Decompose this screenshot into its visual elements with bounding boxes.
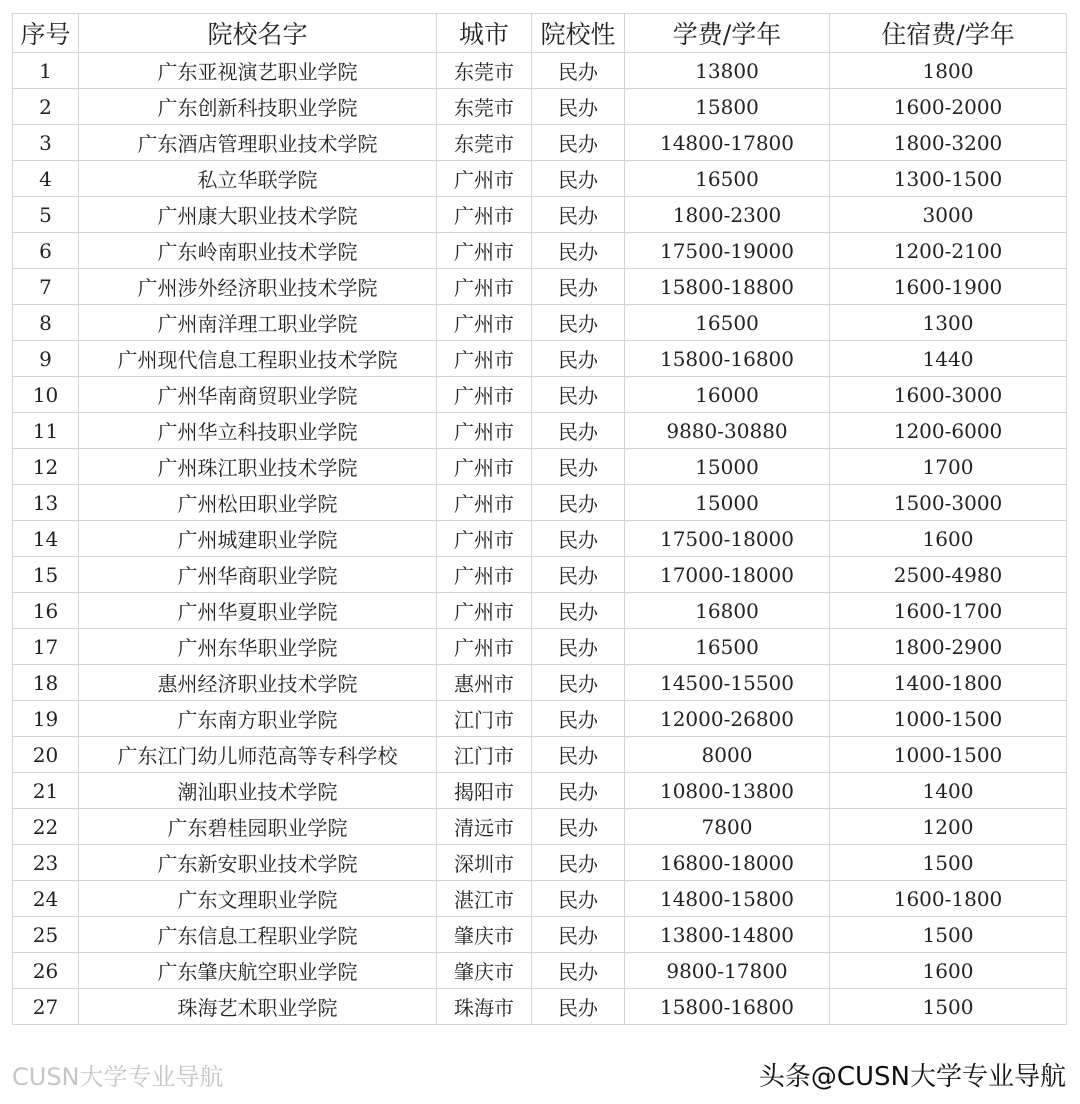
cell-index: 20 bbox=[13, 737, 79, 773]
cell-city: 广州市 bbox=[437, 485, 532, 521]
cell-tuition: 16000 bbox=[625, 377, 830, 413]
cell-index: 21 bbox=[13, 773, 79, 809]
cell-school-name: 广州松田职业学院 bbox=[79, 485, 437, 521]
table-row bbox=[13, 377, 1067, 413]
cell-city: 广州市 bbox=[437, 521, 532, 557]
cell-tuition: 15000 bbox=[625, 449, 830, 485]
cell-tuition: 15800-18800 bbox=[625, 269, 830, 305]
cell-tuition: 15000 bbox=[625, 485, 830, 521]
cell-school-name: 珠海艺术职业学院 bbox=[79, 989, 437, 1025]
cell-tuition: 13800-14800 bbox=[625, 917, 830, 953]
cell-housing-fee: 1600 bbox=[830, 953, 1067, 989]
cell-school-type: 民办 bbox=[532, 917, 625, 953]
cell-index: 23 bbox=[13, 845, 79, 881]
table-row bbox=[13, 773, 1067, 809]
cell-city: 江门市 bbox=[437, 737, 532, 773]
cell-index: 1 bbox=[13, 53, 79, 89]
cell-school-type: 民办 bbox=[532, 665, 625, 701]
cell-city: 肇庆市 bbox=[437, 953, 532, 989]
cell-housing-fee: 1600-2000 bbox=[830, 89, 1067, 125]
cell-index: 12 bbox=[13, 449, 79, 485]
header-school-type: 院校性 bbox=[532, 14, 625, 53]
source-credit: 头条@CUSN大学专业导航 bbox=[758, 1061, 1066, 1092]
cell-city: 广州市 bbox=[437, 269, 532, 305]
cell-city: 广州市 bbox=[437, 377, 532, 413]
cell-school-type: 民办 bbox=[532, 845, 625, 881]
cell-school-type: 民办 bbox=[532, 449, 625, 485]
cell-housing-fee: 2500-4980 bbox=[830, 557, 1067, 593]
cell-index: 10 bbox=[13, 377, 79, 413]
cell-school-name: 广州珠江职业技术学院 bbox=[79, 449, 437, 485]
cell-city: 广州市 bbox=[437, 305, 532, 341]
cell-school-name: 潮汕职业技术学院 bbox=[79, 773, 437, 809]
cell-school-name: 广东肇庆航空职业学院 bbox=[79, 953, 437, 989]
cell-city: 广州市 bbox=[437, 341, 532, 377]
cell-city: 清远市 bbox=[437, 809, 532, 845]
cell-tuition: 1800-2300 bbox=[625, 197, 830, 233]
cell-index: 8 bbox=[13, 305, 79, 341]
cell-school-type: 民办 bbox=[532, 737, 625, 773]
cell-city: 广州市 bbox=[437, 557, 532, 593]
table-row bbox=[13, 845, 1067, 881]
cell-school-name: 广州华夏职业学院 bbox=[79, 593, 437, 629]
cell-city: 广州市 bbox=[437, 197, 532, 233]
cell-school-name: 广州南洋理工职业学院 bbox=[79, 305, 437, 341]
cell-school-type: 民办 bbox=[532, 557, 625, 593]
watermark: CUSN大学专业导航 bbox=[12, 1062, 224, 1091]
cell-school-name: 广东南方职业学院 bbox=[79, 701, 437, 737]
cell-housing-fee: 1500 bbox=[830, 917, 1067, 953]
table-row bbox=[13, 701, 1067, 737]
table-row bbox=[13, 737, 1067, 773]
cell-index: 15 bbox=[13, 557, 79, 593]
cell-school-type: 民办 bbox=[532, 413, 625, 449]
cell-index: 19 bbox=[13, 701, 79, 737]
cell-tuition: 12000-26800 bbox=[625, 701, 830, 737]
cell-city: 东莞市 bbox=[437, 125, 532, 161]
table-row bbox=[13, 809, 1067, 845]
cell-city: 广州市 bbox=[437, 593, 532, 629]
header-housing-fee: 住宿费/学年 bbox=[830, 14, 1067, 53]
cell-housing-fee: 1200-2100 bbox=[830, 233, 1067, 269]
cell-school-type: 民办 bbox=[532, 89, 625, 125]
table-row bbox=[13, 593, 1067, 629]
header-school-name: 院校名字 bbox=[79, 14, 437, 53]
cell-housing-fee: 1500 bbox=[830, 845, 1067, 881]
table-row bbox=[13, 125, 1067, 161]
cell-school-name: 私立华联学院 bbox=[79, 161, 437, 197]
header-city: 城市 bbox=[437, 14, 532, 53]
cell-index: 27 bbox=[13, 989, 79, 1025]
cell-index: 9 bbox=[13, 341, 79, 377]
cell-school-name: 广州东华职业学院 bbox=[79, 629, 437, 665]
cell-city: 东莞市 bbox=[437, 89, 532, 125]
cell-index: 2 bbox=[13, 89, 79, 125]
cell-tuition: 16500 bbox=[625, 629, 830, 665]
cell-school-name: 广州城建职业学院 bbox=[79, 521, 437, 557]
cell-housing-fee: 1200-6000 bbox=[830, 413, 1067, 449]
cell-school-type: 民办 bbox=[532, 485, 625, 521]
cell-index: 26 bbox=[13, 953, 79, 989]
cell-tuition: 16800-18000 bbox=[625, 845, 830, 881]
cell-housing-fee: 1500-3000 bbox=[830, 485, 1067, 521]
cell-school-type: 民办 bbox=[532, 629, 625, 665]
cell-index: 24 bbox=[13, 881, 79, 917]
table-row bbox=[13, 305, 1067, 341]
table-row bbox=[13, 881, 1067, 917]
cell-school-type: 民办 bbox=[532, 521, 625, 557]
cell-index: 11 bbox=[13, 413, 79, 449]
cell-city: 深圳市 bbox=[437, 845, 532, 881]
cell-city: 肇庆市 bbox=[437, 917, 532, 953]
cell-school-type: 民办 bbox=[532, 953, 625, 989]
cell-school-name: 惠州经济职业技术学院 bbox=[79, 665, 437, 701]
cell-school-type: 民办 bbox=[532, 341, 625, 377]
table-row bbox=[13, 989, 1067, 1025]
cell-city: 惠州市 bbox=[437, 665, 532, 701]
cell-tuition: 16500 bbox=[625, 305, 830, 341]
cell-housing-fee: 1000-1500 bbox=[830, 701, 1067, 737]
table-row bbox=[13, 953, 1067, 989]
table-row bbox=[13, 233, 1067, 269]
cell-housing-fee: 1440 bbox=[830, 341, 1067, 377]
cell-tuition: 14800-15800 bbox=[625, 881, 830, 917]
cell-school-name: 广东文理职业学院 bbox=[79, 881, 437, 917]
table-row bbox=[13, 89, 1067, 125]
cell-tuition: 7800 bbox=[625, 809, 830, 845]
cell-school-name: 广东信息工程职业学院 bbox=[79, 917, 437, 953]
cell-tuition: 15800-16800 bbox=[625, 341, 830, 377]
cell-school-name: 广东岭南职业技术学院 bbox=[79, 233, 437, 269]
cell-school-name: 广东江门幼儿师范高等专科学校 bbox=[79, 737, 437, 773]
cell-school-name: 广东亚视演艺职业学院 bbox=[79, 53, 437, 89]
cell-city: 广州市 bbox=[437, 161, 532, 197]
cell-housing-fee: 1700 bbox=[830, 449, 1067, 485]
header-tuition: 学费/学年 bbox=[625, 14, 830, 53]
cell-school-type: 民办 bbox=[532, 377, 625, 413]
cell-city: 江门市 bbox=[437, 701, 532, 737]
cell-housing-fee: 3000 bbox=[830, 197, 1067, 233]
cell-tuition: 9880-30880 bbox=[625, 413, 830, 449]
cell-tuition: 16500 bbox=[625, 161, 830, 197]
cell-school-type: 民办 bbox=[532, 701, 625, 737]
cell-school-type: 民办 bbox=[532, 197, 625, 233]
cell-index: 22 bbox=[13, 809, 79, 845]
cell-index: 3 bbox=[13, 125, 79, 161]
cell-housing-fee: 1300-1500 bbox=[830, 161, 1067, 197]
table-row bbox=[13, 161, 1067, 197]
cell-school-name: 广州现代信息工程职业技术学院 bbox=[79, 341, 437, 377]
cell-city: 珠海市 bbox=[437, 989, 532, 1025]
cell-index: 4 bbox=[13, 161, 79, 197]
cell-index: 7 bbox=[13, 269, 79, 305]
cell-housing-fee: 1800 bbox=[830, 53, 1067, 89]
cell-tuition: 13800 bbox=[625, 53, 830, 89]
table-row bbox=[13, 269, 1067, 305]
table-row bbox=[13, 485, 1067, 521]
cell-housing-fee: 1400-1800 bbox=[830, 665, 1067, 701]
table-row bbox=[13, 341, 1067, 377]
cell-tuition: 9800-17800 bbox=[625, 953, 830, 989]
cell-school-name: 广东新安职业技术学院 bbox=[79, 845, 437, 881]
cell-school-name: 广州康大职业技术学院 bbox=[79, 197, 437, 233]
cell-school-name: 广州涉外经济职业技术学院 bbox=[79, 269, 437, 305]
cell-housing-fee: 1000-1500 bbox=[830, 737, 1067, 773]
cell-tuition: 15800-16800 bbox=[625, 989, 830, 1025]
cell-tuition: 16800 bbox=[625, 593, 830, 629]
cell-school-type: 民办 bbox=[532, 773, 625, 809]
cell-tuition: 14500-15500 bbox=[625, 665, 830, 701]
table-row bbox=[13, 521, 1067, 557]
cell-tuition: 17000-18000 bbox=[625, 557, 830, 593]
table-row bbox=[13, 53, 1067, 89]
cell-housing-fee: 1600-1700 bbox=[830, 593, 1067, 629]
cell-school-type: 民办 bbox=[532, 269, 625, 305]
cell-city: 广州市 bbox=[437, 449, 532, 485]
cell-index: 25 bbox=[13, 917, 79, 953]
cell-tuition: 17500-18000 bbox=[625, 521, 830, 557]
cell-school-type: 民办 bbox=[532, 233, 625, 269]
cell-housing-fee: 1200 bbox=[830, 809, 1067, 845]
cell-index: 6 bbox=[13, 233, 79, 269]
tuition-table bbox=[12, 13, 1067, 1025]
cell-tuition: 10800-13800 bbox=[625, 773, 830, 809]
cell-city: 广州市 bbox=[437, 629, 532, 665]
table-row bbox=[13, 629, 1067, 665]
cell-city: 揭阳市 bbox=[437, 773, 532, 809]
cell-school-type: 民办 bbox=[532, 125, 625, 161]
cell-index: 13 bbox=[13, 485, 79, 521]
table-row bbox=[13, 197, 1067, 233]
cell-school-type: 民办 bbox=[532, 989, 625, 1025]
cell-school-type: 民办 bbox=[532, 881, 625, 917]
cell-tuition: 14800-17800 bbox=[625, 125, 830, 161]
cell-school-name: 广州华立科技职业学院 bbox=[79, 413, 437, 449]
cell-city: 东莞市 bbox=[437, 53, 532, 89]
cell-housing-fee: 1600-1900 bbox=[830, 269, 1067, 305]
table-row bbox=[13, 917, 1067, 953]
footer bbox=[12, 1054, 1066, 1094]
cell-school-name: 广东创新科技职业学院 bbox=[79, 89, 437, 125]
cell-school-type: 民办 bbox=[532, 53, 625, 89]
cell-tuition: 17500-19000 bbox=[625, 233, 830, 269]
cell-school-type: 民办 bbox=[532, 593, 625, 629]
cell-index: 14 bbox=[13, 521, 79, 557]
cell-index: 16 bbox=[13, 593, 79, 629]
cell-school-name: 广东酒店管理职业技术学院 bbox=[79, 125, 437, 161]
cell-school-name: 广东碧桂园职业学院 bbox=[79, 809, 437, 845]
cell-housing-fee: 1400 bbox=[830, 773, 1067, 809]
cell-city: 广州市 bbox=[437, 413, 532, 449]
table-row bbox=[13, 665, 1067, 701]
cell-housing-fee: 1600-1800 bbox=[830, 881, 1067, 917]
header-row bbox=[13, 14, 1067, 53]
cell-city: 湛江市 bbox=[437, 881, 532, 917]
cell-school-name: 广州华商职业学院 bbox=[79, 557, 437, 593]
cell-school-name: 广州华南商贸职业学院 bbox=[79, 377, 437, 413]
cell-index: 5 bbox=[13, 197, 79, 233]
cell-housing-fee: 1800-2900 bbox=[830, 629, 1067, 665]
cell-city: 广州市 bbox=[437, 233, 532, 269]
cell-index: 18 bbox=[13, 665, 79, 701]
cell-index: 17 bbox=[13, 629, 79, 665]
cell-housing-fee: 1600-3000 bbox=[830, 377, 1067, 413]
cell-housing-fee: 1800-3200 bbox=[830, 125, 1067, 161]
table-row bbox=[13, 413, 1067, 449]
cell-school-type: 民办 bbox=[532, 305, 625, 341]
header-index: 序号 bbox=[13, 14, 79, 53]
cell-tuition: 8000 bbox=[625, 737, 830, 773]
table-row bbox=[13, 557, 1067, 593]
cell-housing-fee: 1300 bbox=[830, 305, 1067, 341]
cell-school-type: 民办 bbox=[532, 809, 625, 845]
cell-tuition: 15800 bbox=[625, 89, 830, 125]
cell-housing-fee: 1500 bbox=[830, 989, 1067, 1025]
cell-housing-fee: 1600 bbox=[830, 521, 1067, 557]
cell-school-type: 民办 bbox=[532, 161, 625, 197]
table-row bbox=[13, 449, 1067, 485]
